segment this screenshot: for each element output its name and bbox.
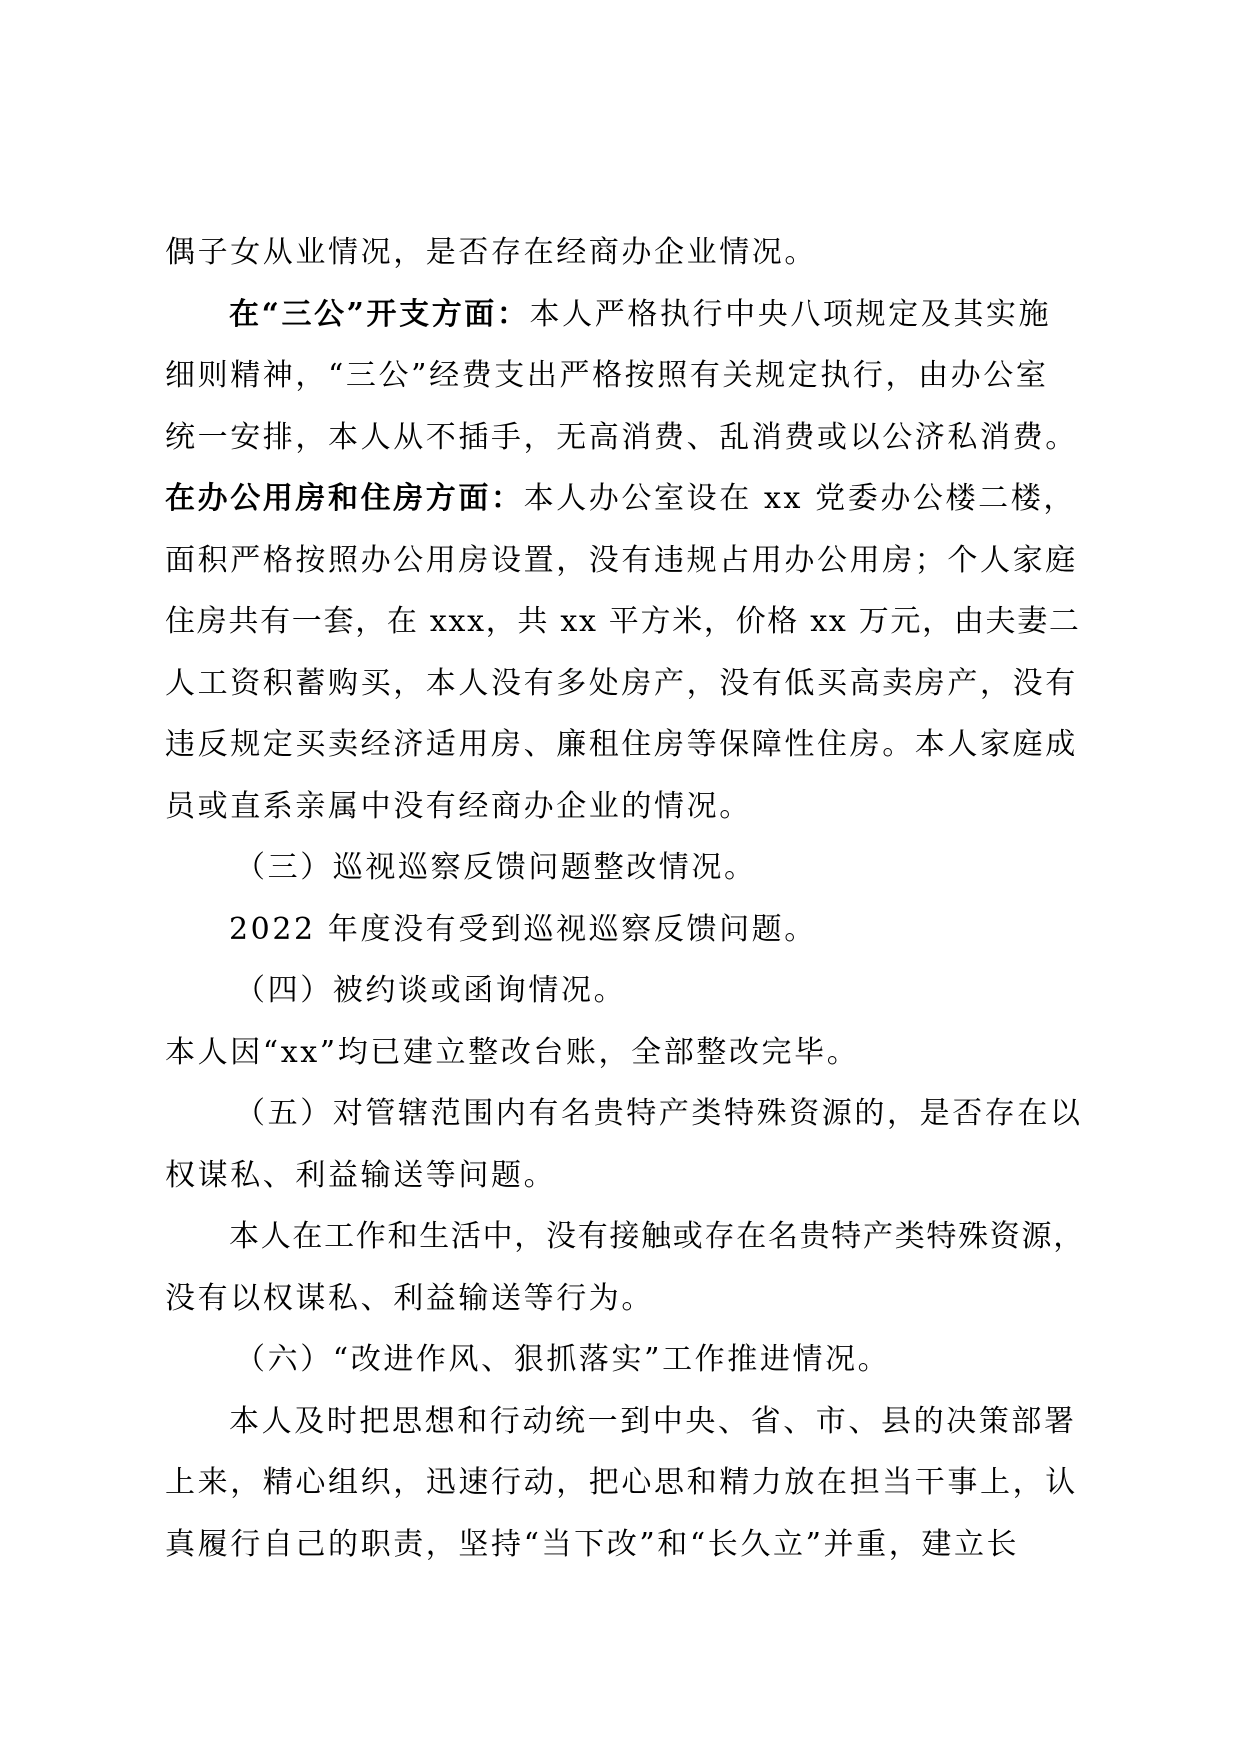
- paragraph-line: [165, 345, 1085, 407]
- line-text: 没有以权谋私、利益输送等行为。: [165, 1280, 654, 1316]
- line-text: （五）对管辖范围内有名贵特产类特殊资源的，是否存在以: [235, 1096, 1083, 1131]
- section-heading-6: [165, 1329, 1085, 1391]
- paragraph-line: [165, 530, 1085, 592]
- paragraph-line: [165, 591, 1085, 653]
- line-text: 人工资积蓄购买，本人没有多处房产，没有低买高卖房产，没有: [165, 665, 1078, 701]
- paragraph-line: [165, 1514, 1085, 1576]
- section-heading-5: [165, 1083, 1085, 1145]
- paragraph-line: [165, 1145, 1085, 1207]
- paragraph-line: [165, 468, 1085, 530]
- paragraph-line: [165, 222, 1085, 284]
- section-heading-sangong: 在“三公”开支方面：: [229, 296, 530, 332]
- line-text: 权谋私、利益输送等问题。: [165, 1157, 557, 1193]
- line-text: 员或直系亲属中没有经商办企业的情况。: [165, 788, 752, 824]
- paragraph-line: [165, 1206, 1085, 1268]
- paragraph-line: [165, 776, 1085, 838]
- line-text: 真履行自己的职责，坚持“当下改”和“长久立”并重，建立长: [165, 1526, 1020, 1562]
- line-text: （六）“改进作风、狠抓落实”工作推进情况。: [235, 1342, 891, 1377]
- line-text: （四）被约谈或函询情况。: [235, 973, 627, 1008]
- paragraph-line: [165, 284, 1085, 346]
- section-heading-office-housing: 在办公用房和住房方面：: [165, 481, 524, 516]
- line-text: 本人严格执行中央八项规定及其实施: [529, 296, 1052, 332]
- section-heading-3: [165, 837, 1085, 899]
- paragraph-line: [165, 653, 1085, 715]
- line-text: 上来，精心组织，迅速行动，把心思和精力放在担当干事上，认: [165, 1465, 1078, 1500]
- paragraph-line: [165, 1452, 1085, 1514]
- paragraph-line: [165, 1391, 1085, 1453]
- paragraph-line: [165, 1268, 1085, 1330]
- line-text: 本人因“xx”均已建立整改台账，全部整改完毕。: [165, 1034, 860, 1070]
- paragraph-line: [165, 1022, 1085, 1084]
- line-text: 细则精神，“三公”经费支出严格按照有关规定执行，由办公室: [165, 358, 1049, 393]
- line-text: 住房共有一套，在 xxx，共 xx 平方米，价格 xx 万元，由夫妻二: [165, 604, 1081, 639]
- line-text: 偶子女从业情况，是否存在经商办企业情况。: [165, 235, 817, 270]
- section-heading-4: [165, 960, 1085, 1022]
- line-text: 本人在工作和生活中，没有接触或存在名贵特产类特殊资源，: [229, 1219, 1085, 1254]
- line-text: 本人办公室设在 xx 党委办公楼二楼，: [523, 481, 1076, 516]
- line-text: 统一安排，本人从不插手，无高消费、乱消费或以公济私消费。: [165, 419, 1078, 455]
- line-text: 面积严格按照办公用房设置，没有违规占用办公用房；个人家庭: [165, 542, 1078, 578]
- document-body: [165, 222, 1085, 1575]
- paragraph-line: [165, 407, 1085, 469]
- line-text: 2022 年度没有受到巡视巡察反馈问题。: [229, 911, 817, 947]
- line-text: 违反规定买卖经济适用房、廉租住房等保障性住房。本人家庭成: [165, 727, 1078, 762]
- paragraph-line: [165, 714, 1085, 776]
- line-text: （三）巡视巡察反馈问题整改情况。: [235, 850, 757, 885]
- line-text: 本人及时把思想和行动统一到中央、省、市、县的决策部署: [229, 1403, 1077, 1439]
- paragraph-line: [165, 899, 1085, 961]
